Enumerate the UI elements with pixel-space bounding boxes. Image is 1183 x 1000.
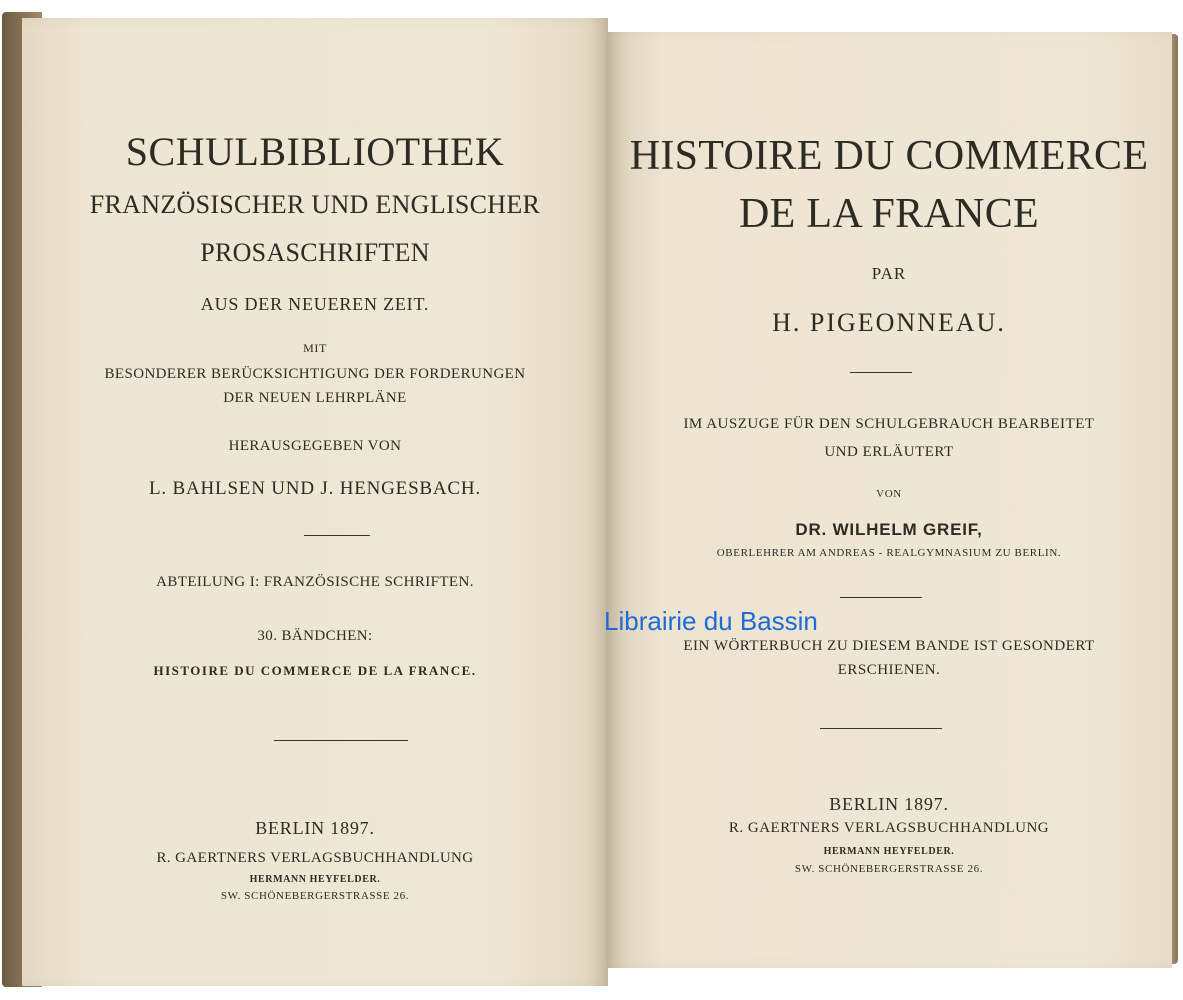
volume-title: HISTOIRE DU COMMERCE DE LA FRANCE. [153, 663, 477, 678]
excerpt-line-2: UND ERLÄUTERT [824, 444, 954, 460]
book-title-1: HISTOIRE DU COMMERCE [629, 133, 1149, 179]
publisher-address-right: SW. SCHÖNEBERGERSTRASSE 26. [794, 863, 984, 875]
book-title-2: DE LA FRANCE [739, 191, 1039, 237]
volume-number: 30. BÄNDCHEN: [257, 628, 373, 644]
publisher: R. GAERTNERS VERLAGSBUCHHANDLUNG [156, 850, 474, 866]
editor-role: OBERLEHRER AM ANDREAS - REALGYMNASIUM ZU BERLIN. [716, 547, 1062, 559]
par-label: PAR [871, 264, 907, 283]
editor-name: DR. WILHELM GREIF, [795, 520, 983, 539]
author-name: H. PIGEONNEAU. [772, 308, 1006, 337]
publisher-right: R. GAERTNERS VERLAGSBUCHHANDLUNG [728, 820, 1050, 836]
mit-label: MIT [303, 341, 327, 355]
shop-watermark: Librairie du Bassin [604, 606, 818, 636]
divider-rule-5 [820, 728, 942, 729]
divider-rule-3 [850, 372, 912, 373]
dictionary-line-2: ERSCHIENEN. [837, 662, 941, 678]
publisher-owner: HERMANN HEYFELDER. [249, 874, 381, 885]
series-subtitle-3: AUS DER NEUEREN ZEIT. [200, 294, 430, 314]
right-page [606, 32, 1172, 968]
series-title: SCHULBIBLIOTHEK [125, 129, 505, 174]
division-label: ABTEILUNG I: FRANZÖSISCHE SCHRIFTEN. [156, 574, 474, 590]
publisher-address: SW. SCHÖNEBERGERSTRASSE 26. [220, 890, 410, 902]
special-line-1: BESONDERER BERÜCKSICHTIGUNG DER FORDERUNGEN [104, 366, 526, 382]
special-line-2: DER NEUEN LEHRPLÄNE [223, 390, 407, 406]
excerpt-line-1: IM AUSZUGE FÜR DEN SCHULGEBRAUCH BEARBEITET [683, 416, 1095, 432]
divider-rule [304, 535, 370, 536]
place-year: BERLIN 1897. [255, 818, 375, 838]
divider-rule-4 [840, 597, 922, 598]
editors-label: HERAUSGEGEBEN VON [228, 438, 402, 454]
series-subtitle-2: PROSASCHRIFTEN [200, 238, 430, 267]
publisher-owner-right: HERMANN HEYFELDER. [823, 846, 955, 857]
von-label: VON [876, 488, 902, 500]
divider-rule-2 [274, 740, 408, 741]
editors-names: L. BAHLSEN UND J. HENGESBACH. [149, 478, 481, 499]
place-year-right: BERLIN 1897. [829, 794, 949, 814]
dictionary-line-1: EIN WÖRTERBUCH ZU DIESEM BANDE IST GESONDERT [683, 638, 1095, 654]
series-subtitle-1: FRANZÖSISCHER UND ENGLISCHER [89, 190, 541, 219]
open-book [2, 8, 1178, 993]
left-page [22, 18, 608, 986]
